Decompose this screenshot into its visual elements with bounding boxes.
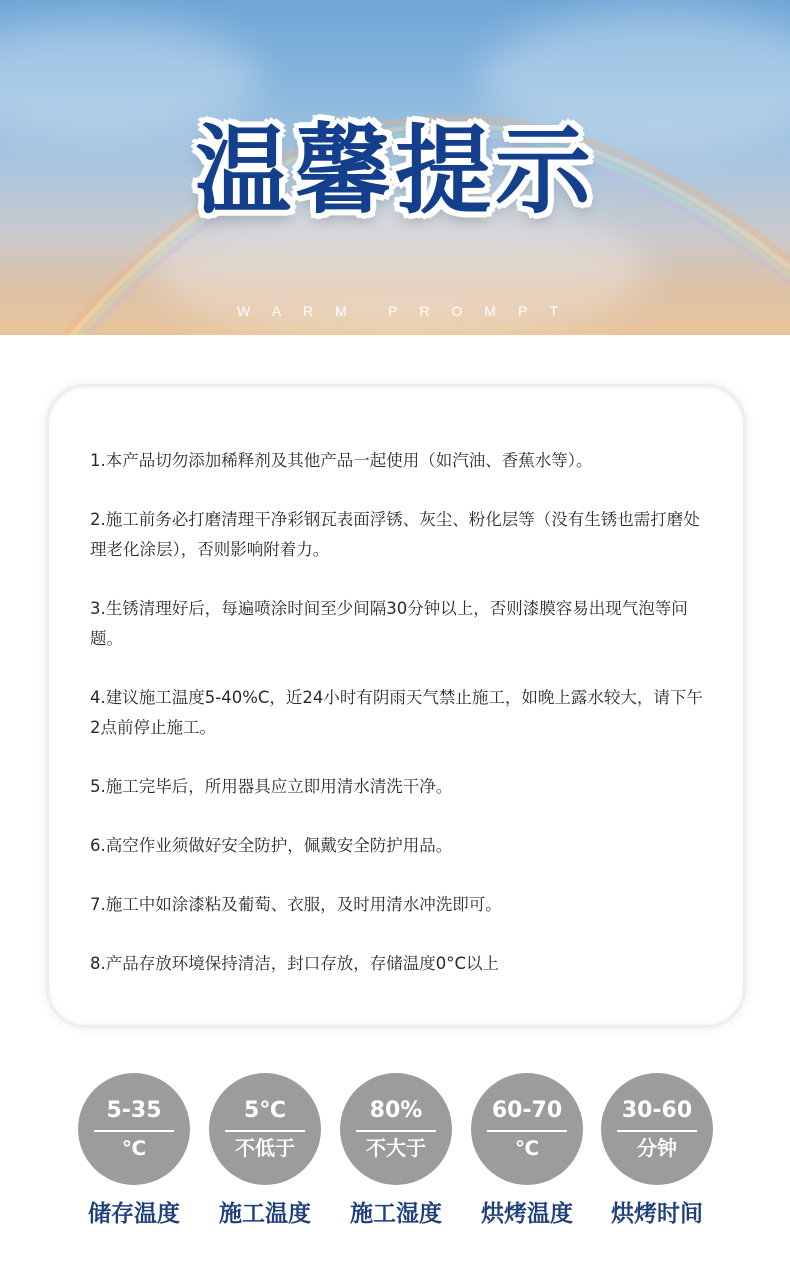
hero-banner: [0, 0, 790, 335]
spec-label: 施工湿度: [350, 1201, 442, 1227]
spec-unit: ℃: [514, 1136, 540, 1160]
spec-label: 烘烤时间: [611, 1201, 703, 1227]
spec-unit: 不大于: [366, 1136, 426, 1160]
spec-divider: [356, 1130, 436, 1132]
notes-list: [90, 446, 710, 1008]
spec-value: 5℃: [244, 1098, 286, 1123]
spec-baking-time: [592, 1073, 722, 1228]
spec-unit: ℃: [121, 1136, 147, 1160]
spec-label: 施工温度: [219, 1201, 311, 1227]
spec-unit: 分钟: [637, 1136, 677, 1160]
spec-circle: [340, 1073, 452, 1185]
spec-divider: [225, 1130, 305, 1132]
spec-value: 5-35: [106, 1098, 162, 1123]
note-item: 1.本产品切勿添加稀释剂及其他产品一起使用（如汽油、香蕉水等）。: [90, 451, 593, 470]
note-item: 5.施工完毕后，所用器具应立即用清水清洗干净。: [90, 777, 453, 796]
spec-value: 80%: [369, 1098, 423, 1123]
spec-circle: [471, 1073, 583, 1185]
note-item: 6.高空作业须做好安全防护，佩戴安全防护用品。: [90, 836, 453, 855]
spec-divider: [487, 1130, 567, 1132]
spec-label: 储存温度: [88, 1201, 180, 1227]
note-item: 4.建议施工温度5-40%C，近24小时有阴雨天气禁止施工，如晚上露水较大，请下午2点前停止施工。: [90, 688, 703, 737]
subtitle-prompt: PROMPT: [388, 303, 580, 319]
spec-storage-temperature: [69, 1073, 199, 1228]
spec-circle: [209, 1073, 321, 1185]
spec-value: 60-70: [491, 1098, 563, 1123]
spec-value: 30-60: [621, 1098, 693, 1123]
spec-circles: [0, 1073, 790, 1273]
note-item: 8.产品存放环境保持清洁，封口存放，存储温度0°C以上: [90, 954, 500, 973]
spec-divider: [94, 1130, 174, 1132]
note-item: 7.施工中如涂漆粘及葡萄、衣服，及时用清水冲洗即可。: [90, 895, 502, 914]
spec-unit: 不低于: [235, 1136, 295, 1160]
spec-label: 烘烤温度: [481, 1201, 573, 1227]
spec-baking-temperature: [462, 1073, 592, 1228]
note-item: 2.施工前务必打磨清理干净彩钢瓦表面浮锈、灰尘、粉化层等（没有生锈也需打磨处理老化涂层），否则影响附着力。: [90, 510, 700, 559]
spec-divider: [617, 1130, 697, 1132]
spec-circle: [78, 1073, 190, 1185]
note-item: 3.生锈清理好后，每遍喷涂时间至少间隔30分钟以上，否则漆膜容易出现气泡等问题。: [90, 599, 688, 648]
spec-application-temperature: [200, 1073, 330, 1228]
spec-application-humidity: [331, 1073, 461, 1228]
subtitle-warm: WARM: [237, 303, 369, 319]
spec-circle: [601, 1073, 713, 1185]
page-title: 温馨提示: [195, 115, 595, 227]
